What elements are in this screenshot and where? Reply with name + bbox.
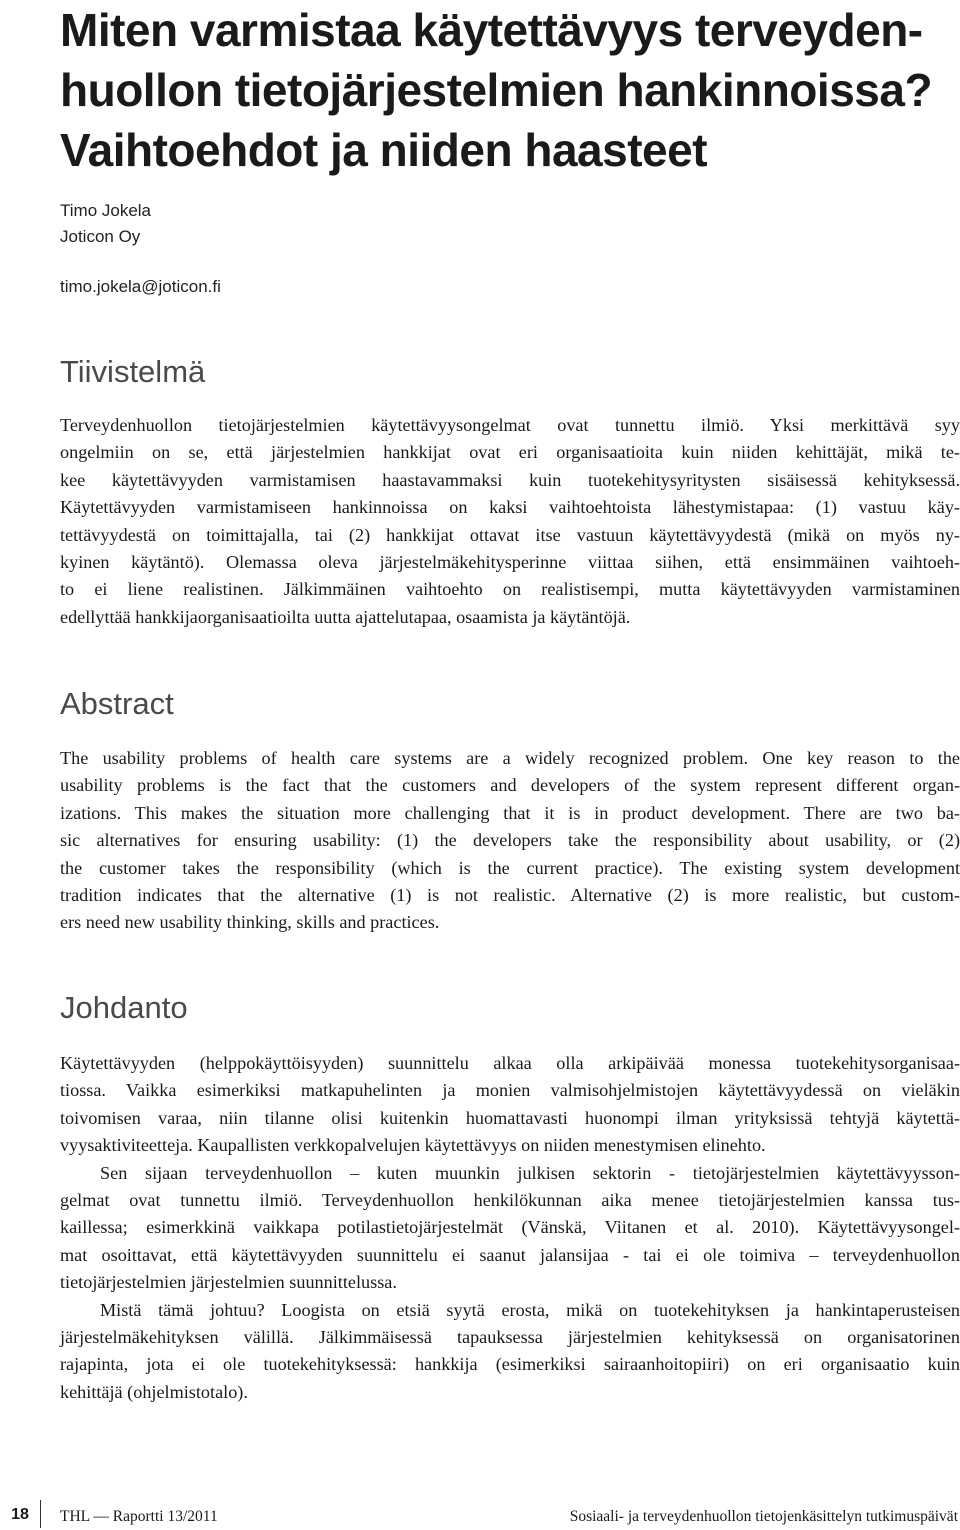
text-line: izations. This makes the situation more challenging that it is in product development. There are two ba- bbox=[60, 802, 960, 823]
author-name: Timo Jokela bbox=[60, 201, 152, 220]
author-email[interactable]: timo.jokela@joticon.fi bbox=[60, 277, 221, 296]
title-line: Vaihtoehdot ja niiden haasteet bbox=[60, 124, 708, 176]
text-line: kaillessa; esimerkkinä vaikkapa potilastietojärjestelmät (Vänskä, Viitanen et al. 2010). Käytettävyysongel- bbox=[60, 1217, 960, 1238]
text-line: ers need new usability thinking, skills and practices. bbox=[60, 912, 440, 933]
title-line: huollon tietojärjestelmien hankinnoissa? bbox=[60, 64, 933, 116]
text-line: tradition indicates that the alternative (1) is not realistic. Alternative (2) is more realistic, but custom- bbox=[60, 885, 960, 906]
text-line: kehittäjä (ohjelmistotalo). bbox=[60, 1381, 248, 1402]
text-line: gelmat ovat tunnettu ilmiö. Terveydenhuollon henkilökunnan aika menee tietojärjestelmien kanssa tus- bbox=[60, 1190, 960, 1211]
author-block bbox=[60, 198, 151, 250]
text-line: Mistä tämä johtuu? Loogista on etsiä syytä erosta, mikä on tuotekehityksen ja hankintaperusteisen bbox=[100, 1299, 960, 1320]
text-line: mat osoittavat, että käytettävyyden suunnittelu ei saanut jalansijaa - tai ei ole toimiva – terveydenhuollon bbox=[60, 1244, 960, 1265]
paper-title bbox=[60, 0, 940, 180]
section-heading-abstract: Abstract bbox=[60, 686, 174, 721]
text-line: sic alternatives for ensuring usability: (1) the developers take the responsibility about usability, or (2) bbox=[60, 830, 960, 851]
text-line: edellyttää hankkijaorganisaatioilta uutta ajattelutapaa, osaamista ja käytäntöjä. bbox=[60, 606, 631, 627]
text-line: tettävyydestä on toimittajalla, tai (2) hankkijat ottavat itse vastuun käytettävyydestä (mikä on myös ny- bbox=[60, 524, 960, 545]
section-heading-johdanto: Johdanto bbox=[60, 990, 188, 1025]
footer-series-title: Sosiaali- ja terveydenhuollon tietojenkäsittelyn tutkimuspäivät bbox=[569, 1508, 958, 1525]
text-line: ongelmiin on se, että järjestelmien hankkijat ovat eri organisaatioita kuin niiden kehittäjät, mikä te- bbox=[60, 442, 960, 463]
tiivistelma-body bbox=[60, 412, 960, 631]
text-line: Sen sijaan terveydenhuollon – kuten muunkin julkisen sektorin - tietojärjestelmien käytettävyysson- bbox=[100, 1162, 960, 1183]
title-line: Miten varmistaa käytettävyys terveyden- bbox=[60, 4, 923, 56]
text-line: tietojärjestelmien järjestelmien suunnittelussa. bbox=[60, 1272, 397, 1293]
text-line: to ei liene realistinen. Jälkimmäinen vaihtoehto on realistisempi, mutta käytettävyyden varmistaminen bbox=[60, 579, 960, 600]
text-line: the customer takes the responsibility (which is the current practice). The existing system development bbox=[60, 857, 960, 878]
footer-divider bbox=[40, 1500, 41, 1528]
abstract-body bbox=[60, 745, 960, 937]
footer-report: THL — Raportti 13/2011 bbox=[60, 1508, 218, 1525]
text-line: kyinen käytäntö). Olemassa oleva järjestelmäkehitysperinne viittaa siihen, että ensimmäinen vaihtoeh- bbox=[60, 552, 960, 573]
text-line: The usability problems of health care systems are a widely recognized problem. One key reason to the bbox=[60, 748, 960, 768]
text-line: toivomisen varaa, niin tilanne olisi kuitenkin huomattavasti huonompi ilman yrityksissä tehtyjä käytettä- bbox=[60, 1107, 960, 1128]
text-line: Terveydenhuollon tietojärjestelmien käytettävyysongelmat ovat tunnettu ilmiö. Yksi merkittävä syy bbox=[60, 415, 960, 435]
page-footer bbox=[0, 1498, 960, 1530]
text-line: rajapinta, jota ei ole tuotekehityksessä: hankkija (esimerkiksi sairaanhoitopiiri) on eri organisaatio kuin bbox=[60, 1354, 960, 1375]
author-organization: Joticon Oy bbox=[60, 227, 141, 246]
text-line: usability problems is the fact that the customers and developers of the system represent different organ- bbox=[60, 775, 960, 796]
text-line: tiossa. Vaikka esimerkiksi matkapuhelinten ja monien valmisohjelmistojen käytettävyydessä on vieläkin bbox=[60, 1080, 960, 1101]
text-line: vyysaktiviteetteja. Kaupallisten verkkopalvelujen käytettävyys on niiden menestymisen elinehto. bbox=[60, 1135, 766, 1156]
text-line: Käytettävyyden (helppokäyttöisyyden) suunnittelu alkaa olla arkipäivää monessa tuotekehitysorganisaa- bbox=[60, 1053, 960, 1073]
text-line: järjestelmäkehityksen välillä. Jälkimmäisessä tapauksessa järjestelmien kehityksessä on organisatorinen bbox=[60, 1327, 960, 1348]
text-line: kee käytettävyyden varmistamisen haastavammaksi kuin tuotekehitysyritysten sisäisessä kehityksessä. bbox=[60, 469, 960, 490]
johdanto-body bbox=[60, 1050, 960, 1406]
section-heading-tiivistelma: Tiivistelmä bbox=[60, 354, 206, 389]
page-number: 18 bbox=[11, 1506, 29, 1523]
text-line: Käytettävyyden varmistamiseen hankinnoissa on kaksi vaihtoehtoista lähestymistapaa: (1) vastuu käy- bbox=[60, 497, 960, 518]
